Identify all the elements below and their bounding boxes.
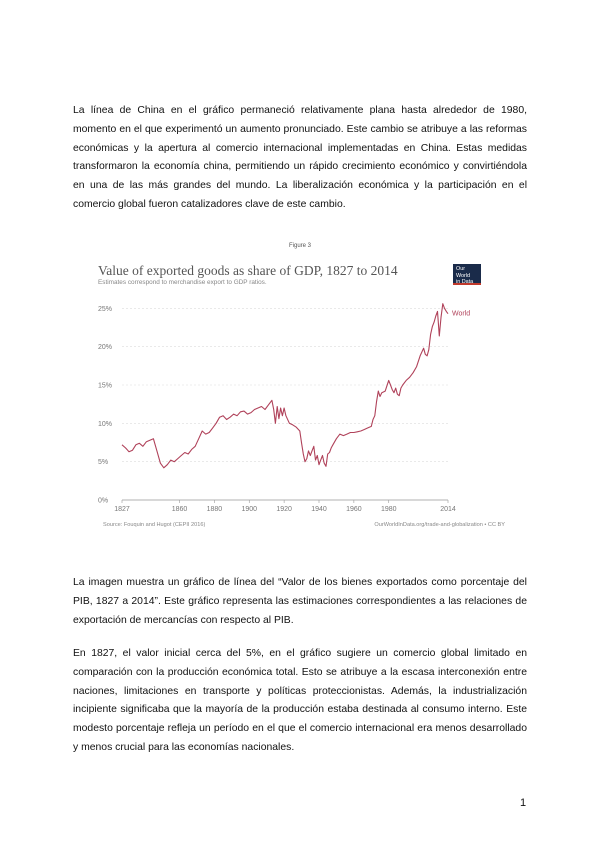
chart-subtitle: Estimates correspond to merchandise export to GDP ratios. (98, 279, 267, 286)
series-line-world (122, 304, 448, 468)
paragraph-1827-analysis: En 1827, el valor inicial cerca del 5%, en el gráfico sugiere un comercio global limitado en comparación con la producción económica total. Esto se atribuye a la escasa interconexión entre naciones, limitaciones en transporte y políticas proteccionistas. Además, la industrialización incipiente significaba que la mayoría de la producción estaba destinada al consumo interno. Este modesto porcentaje refleja un período en el que el comercio internacional era menos desarrollado y menos crucial para las economías nacionales. (73, 648, 527, 753)
y-tick-label: 20% (98, 344, 113, 352)
paragraph-china-trade: La línea de China en el gráfico permaneció relativamente plana hasta alrededor de 1980, momento en el que experimentó un aumento pronunciado. Este cambio se atribuye a las reformas económicas y la apertura al comercio internacional implementadas en China. Estas medidas transformaron la economía china, permitiendo un rápido crecimiento económico y convirtiéndola en una de las más grandes del mundo. La liberalización económica y la participación en el comercio global fueron catalizadores clave de este cambio. (73, 105, 527, 210)
page-number: 1 (520, 797, 527, 809)
x-tick-label: 1980 (380, 506, 397, 513)
y-tick-label: 0% (98, 497, 109, 505)
series-label: World (452, 310, 471, 318)
figure-label: Figure 3 (288, 243, 311, 249)
logo-line1: Our World (456, 266, 470, 279)
x-tick-label: 1960 (346, 506, 362, 513)
chart-url: OurWorldInData.org/trade-and-globalization • CC BY (374, 522, 505, 528)
y-tick-label: 15% (98, 382, 113, 390)
x-tick-label: 1920 (276, 506, 292, 513)
chart-source: Source: Fouquin and Hugot (CEPII 2016) (103, 522, 206, 528)
y-tick-label: 25% (98, 305, 113, 313)
x-tick-label: 1900 (241, 506, 258, 513)
line-chart (95, 258, 505, 533)
logo-line2: in Data (456, 279, 474, 285)
chart-container (95, 258, 505, 533)
y-tick-label: 10% (98, 420, 113, 428)
x-tick-label: 1880 (206, 506, 223, 513)
paragraph-chart-description: La imagen muestra un gráfico de línea del “Valor de los bienes exportados como porcentaje del PIB, 1827 a 2014”. Este gráfico representa las estimaciones correspondientes a las relaciones de exportación de mercancías con respecto al PIB. (73, 577, 527, 626)
x-tick-label: 2014 (440, 506, 456, 513)
x-tick-label: 1940 (311, 506, 327, 513)
x-tick-label: 1860 (171, 506, 188, 513)
chart-title: Value of exported goods as share of GDP, 1827 to 2014 (98, 263, 398, 278)
x-tick-label: 1827 (114, 506, 130, 513)
y-tick-label: 5% (98, 459, 109, 467)
